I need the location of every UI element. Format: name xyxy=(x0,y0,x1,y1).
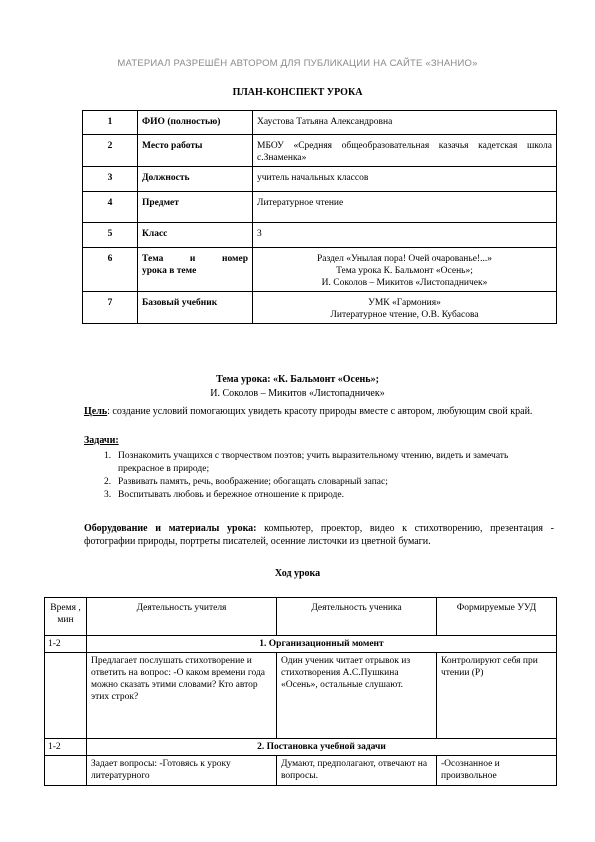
item-number: 2. xyxy=(104,477,112,487)
row-number: 2 xyxy=(83,135,138,167)
row-label: Должность xyxy=(138,167,253,192)
watermark: МАТЕРИАЛ РАЗРЕШЁН АВТОРОМ ДЛЯ ПУБЛИКАЦИИ НА САЙТЕ «ЗНАНИО» xyxy=(117,58,478,69)
topic-line: И. Соколов – Микитов «Листопадничек» xyxy=(210,388,385,399)
info-row xyxy=(83,192,557,223)
lesson-goal xyxy=(84,405,554,418)
row-value: МБОУ «Средняя общеобразовательная казачья кадетская школа с.Знаменка» xyxy=(253,135,557,167)
row-number: 3 xyxy=(83,167,138,192)
equipment-paragraph xyxy=(84,522,554,548)
document-title: ПЛАН-КОНСПЕКТ УРОКА xyxy=(232,87,363,98)
goal-text: : создание условий помогающих увидеть красоту природы вместе с автором, любующим свой край. xyxy=(107,406,533,417)
row-value xyxy=(253,248,557,292)
goal-label: Цель xyxy=(84,406,108,417)
uud-cell: Контролируют себя при чтении (Р) xyxy=(437,653,557,739)
stage-time: 1-2 xyxy=(45,739,87,756)
uud-cell: -Осознанное и произвольное xyxy=(437,756,557,786)
row-value: Литературное чтение xyxy=(253,192,557,223)
item-text: Развивать память, речь, воображение; обогащать словарный запас; xyxy=(118,477,388,487)
table-row xyxy=(45,739,557,756)
teacher-activity: Предлагает послушать стихотворение и ответить на вопрос: -О каком времени года можно сказать этими словами? Кто автор этих строк? xyxy=(87,653,277,739)
student-activity: Думают, предполагают, отвечают на вопросы. xyxy=(277,756,437,786)
time-cell xyxy=(45,756,87,786)
info-row xyxy=(83,248,557,292)
item-number: 3. xyxy=(104,490,112,500)
lesson-topic xyxy=(0,373,595,401)
table-row xyxy=(45,636,557,653)
info-table xyxy=(82,110,557,324)
student-activity: Один ученик читает отрывок из стихотворения А.С.Пушкина «Осень», остальные слушают. xyxy=(277,653,437,739)
equipment-label: Оборудование и материалы урока: xyxy=(84,523,257,534)
info-row xyxy=(83,223,557,248)
label-word: Тема xyxy=(142,254,164,264)
row-label xyxy=(138,248,253,292)
value-line: И. Соколов – Микитов «Листопадничек» xyxy=(321,278,488,288)
row-label: Базовый учебник xyxy=(138,292,253,324)
value-line: УМК «Гармония» xyxy=(368,298,441,308)
row-label: ФИО (полностью) xyxy=(138,111,253,135)
topic-line: Тема урока: «К. Бальмонт «Осень»; xyxy=(216,374,379,385)
row-label: Место работы xyxy=(138,135,253,167)
list-item xyxy=(104,489,554,502)
header-student: Деятельность ученика xyxy=(277,598,437,636)
header-teacher: Деятельность учителя xyxy=(87,598,277,636)
label-word: номер xyxy=(221,254,248,264)
label-word: и xyxy=(189,254,196,264)
list-item xyxy=(104,476,554,489)
info-row xyxy=(83,167,557,192)
item-text: Познакомить учащихся с творчеством поэтов; учить выразительному чтению, видеть и замечать прекрасное в природе; xyxy=(118,451,509,474)
time-cell xyxy=(45,653,87,739)
item-text: Воспитывать любовь и бережное отношение к природе. xyxy=(118,490,344,500)
label-line: урока в теме xyxy=(142,266,197,276)
equipment-text: компьютер, проектор, видео к стихотворению, презентация - фотографии природы, портреты писателей, осенние листочки из цветной бумаги. xyxy=(84,523,554,547)
course-title: Ход урока xyxy=(274,568,321,579)
row-value: учитель начальных классов xyxy=(253,167,557,192)
header-uud: Формируемые УУД xyxy=(437,598,557,636)
list-item xyxy=(104,450,554,476)
value-line: Раздел «Унылая пора! Очей очарованье!...» xyxy=(317,254,492,264)
stage-title: 2. Постановка учебной задачи xyxy=(87,739,557,756)
table-header-row xyxy=(45,598,557,636)
row-value: 3 xyxy=(253,223,557,248)
tasks-heading: Задачи: xyxy=(84,435,119,446)
info-row xyxy=(83,292,557,324)
teacher-activity: Задает вопросы: -Готовясь к уроку литературного xyxy=(87,756,277,786)
row-label: Предмет xyxy=(138,192,253,223)
stage-title: 1. Организационный момент xyxy=(87,636,557,653)
table-row xyxy=(45,756,557,786)
info-row xyxy=(83,135,557,167)
tasks-list xyxy=(104,450,554,502)
row-value xyxy=(253,292,557,324)
row-value: Хаустова Татьяна Александровна xyxy=(253,111,557,135)
row-number: 6 xyxy=(83,248,138,292)
value-line: Тема урока К. Бальмонт «Осень»; xyxy=(336,266,473,276)
row-number: 4 xyxy=(83,192,138,223)
info-row xyxy=(83,111,557,135)
lesson-course-table xyxy=(44,597,557,786)
stage-time: 1-2 xyxy=(45,636,87,653)
row-label: Класс xyxy=(138,223,253,248)
row-number: 5 xyxy=(83,223,138,248)
item-number: 1. xyxy=(104,451,112,461)
header-time: Время , мин xyxy=(45,598,87,636)
table-row xyxy=(45,653,557,739)
value-line: Литературное чтение, О.В. Кубасова xyxy=(330,310,479,320)
row-number: 1 xyxy=(83,111,138,135)
row-number: 7 xyxy=(83,292,138,324)
